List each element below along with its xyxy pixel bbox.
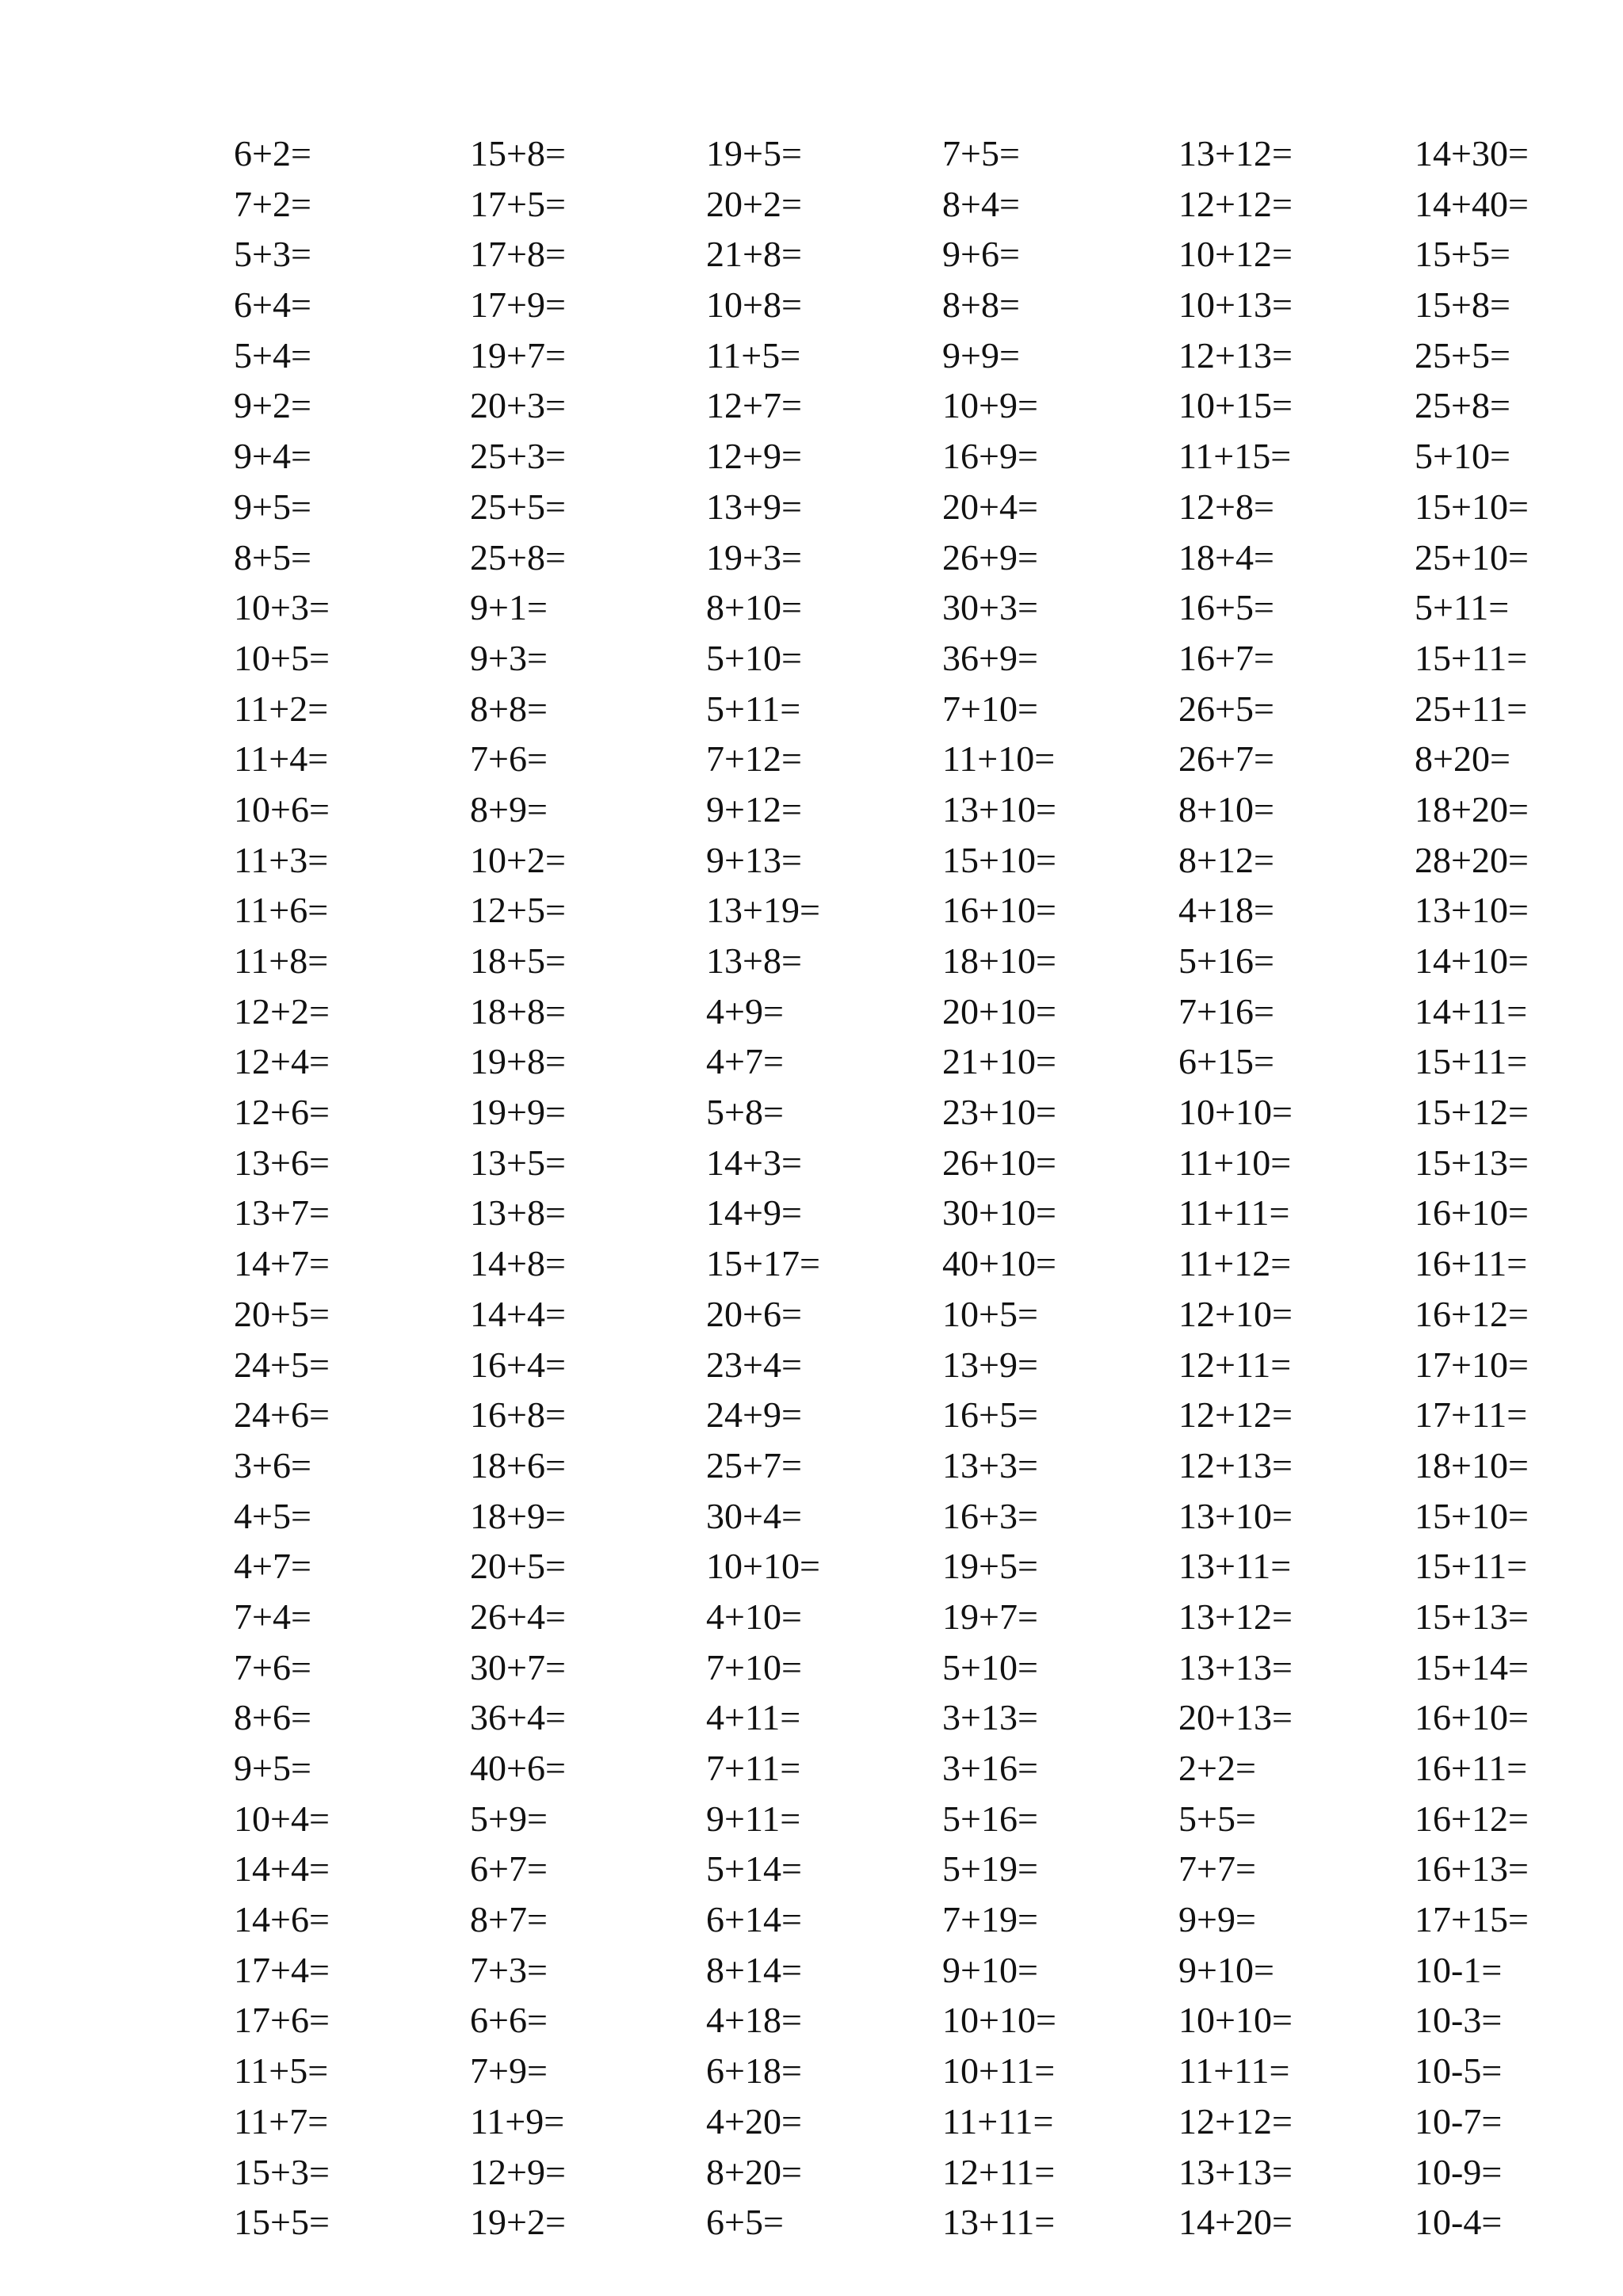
math-problem: 10+6=	[234, 788, 330, 830]
math-problem: 4+18=	[1178, 890, 1274, 931]
math-problem: 14+9=	[706, 1192, 802, 1234]
math-problem: 8+10=	[706, 587, 802, 628]
math-problem: 15+13=	[1415, 1596, 1529, 1637]
math-problem: 8+5=	[234, 536, 311, 578]
math-problem: 5+19=	[942, 1848, 1038, 1890]
math-problem: 7+6=	[234, 1646, 311, 1688]
math-problem: 13+7=	[234, 1192, 330, 1234]
math-problem: 19+2=	[470, 2202, 566, 2243]
math-problem: 10+5=	[942, 1293, 1038, 1334]
math-problem: 12+5=	[470, 890, 566, 931]
math-problem: 13+3=	[942, 1444, 1038, 1486]
math-problem: 5+10=	[942, 1646, 1038, 1688]
math-problem: 12+6=	[234, 1092, 330, 1133]
math-problem: 23+4=	[706, 1344, 802, 1385]
math-problem: 4+11=	[706, 1697, 801, 1738]
math-problem: 17+15=	[1415, 1899, 1529, 1940]
math-problem: 15+3=	[234, 2151, 330, 2192]
math-problem: 25+8=	[470, 536, 566, 578]
math-problem: 11+7=	[234, 2100, 329, 2142]
problem-column-4	[942, 128, 1178, 2248]
math-problem: 9+10=	[942, 1949, 1038, 1990]
math-problem: 20+10=	[942, 990, 1056, 1032]
math-problem: 12+12=	[1178, 2100, 1293, 2142]
math-problem: 13+9=	[706, 486, 802, 527]
math-problem: 6+2=	[234, 133, 311, 174]
math-problem: 14+8=	[470, 1243, 566, 1284]
math-problem: 11+5=	[234, 2050, 329, 2092]
math-problem: 40+6=	[470, 1748, 566, 1788]
math-problem: 36+4=	[470, 1697, 566, 1738]
math-problem: 14+11=	[1415, 990, 1528, 1032]
math-problem: 24+5=	[234, 1344, 330, 1385]
math-problem: 5+11=	[706, 688, 801, 729]
math-problem: 16+11=	[1415, 1243, 1528, 1284]
math-problem: 11+6=	[234, 890, 329, 931]
math-problem: 11+11=	[942, 2100, 1054, 2142]
math-problem: 9+3=	[470, 637, 548, 678]
math-problem: 12+4=	[234, 1041, 330, 1082]
math-problem: 18+20=	[1415, 788, 1529, 830]
math-problem: 16+13=	[1415, 1848, 1529, 1890]
math-problem: 15+8=	[1415, 284, 1510, 326]
math-problem: 26+10=	[942, 1142, 1056, 1183]
math-problem: 11+4=	[234, 738, 329, 780]
math-problem: 25+5=	[1415, 334, 1510, 376]
math-problem: 20+13=	[1178, 1697, 1293, 1738]
math-problem: 8+20=	[1415, 738, 1510, 780]
math-problem: 4+5=	[234, 1495, 311, 1536]
math-problem: 12+7=	[706, 385, 802, 426]
math-problem: 17+11=	[1415, 1394, 1528, 1436]
math-problem: 10+10=	[1178, 2000, 1293, 2041]
math-problem: 14+4=	[470, 1293, 566, 1334]
math-problem: 13+8=	[706, 940, 802, 981]
math-problem: 21+10=	[942, 1041, 1056, 1082]
math-problem: 9+10=	[1178, 1949, 1274, 1990]
math-problem: 14+6=	[234, 1899, 330, 1940]
math-problem: 30+4=	[706, 1495, 802, 1536]
math-problem: 13+10=	[1415, 890, 1529, 931]
math-problem: 11+10=	[1178, 1142, 1292, 1183]
math-problem: 6+18=	[706, 2050, 802, 2092]
math-problem: 5+8=	[706, 1092, 784, 1133]
math-problem: 18+10=	[942, 940, 1056, 981]
math-problem: 9+12=	[706, 788, 802, 830]
math-problem: 16+5=	[942, 1394, 1038, 1436]
math-problem: 10+5=	[234, 637, 330, 678]
math-problem: 10-7=	[1415, 2100, 1503, 2142]
math-problem: 7+7=	[1178, 1848, 1256, 1890]
math-problem: 10-9=	[1415, 2151, 1503, 2192]
math-problem: 18+8=	[470, 990, 566, 1032]
math-problem: 12+11=	[942, 2151, 1056, 2192]
math-problem: 15+11=	[1415, 1546, 1528, 1587]
math-problem: 9+5=	[234, 1748, 311, 1788]
math-problem: 13+12=	[1178, 1596, 1293, 1637]
math-problem: 10+8=	[706, 284, 802, 326]
math-problem: 10+4=	[234, 1798, 330, 1839]
math-problem: 7+19=	[942, 1899, 1038, 1940]
math-problem: 25+10=	[1415, 536, 1529, 578]
math-problem: 12+10=	[1178, 1293, 1293, 1334]
math-problem: 26+7=	[1178, 738, 1274, 780]
math-problem: 26+9=	[942, 536, 1038, 578]
math-problem: 13+9=	[942, 1344, 1038, 1385]
math-problem: 16+11=	[1415, 1748, 1528, 1788]
math-problem: 25+3=	[470, 436, 566, 477]
math-problem: 8+7=	[470, 1899, 548, 1940]
math-problem: 10+13=	[1178, 284, 1293, 326]
math-problem: 10+10=	[1178, 1092, 1293, 1133]
math-problem: 16+10=	[1415, 1192, 1529, 1234]
math-problem: 17+4=	[234, 1949, 330, 1990]
math-problem: 10+10=	[942, 2000, 1056, 2041]
math-problem: 11+8=	[234, 940, 329, 981]
problem-column-5	[1178, 128, 1415, 2248]
math-problem: 16+4=	[470, 1344, 566, 1385]
math-problem: 16+9=	[942, 436, 1038, 477]
math-problem: 2+2=	[1178, 1748, 1256, 1788]
math-problem: 13+12=	[1178, 133, 1293, 174]
math-problem: 15+8=	[470, 133, 566, 174]
math-problem: 19+7=	[470, 334, 566, 376]
math-problem: 15+10=	[1415, 1495, 1529, 1536]
math-problem: 9+9=	[942, 334, 1020, 376]
math-problem: 4+20=	[706, 2100, 802, 2142]
math-problem: 6+6=	[470, 2000, 548, 2041]
math-problem: 12+12=	[1178, 183, 1293, 224]
math-problem: 15+11=	[1415, 1041, 1528, 1082]
math-problem: 10+10=	[706, 1546, 820, 1587]
math-problem: 25+7=	[706, 1444, 802, 1486]
math-problem: 5+10=	[1415, 436, 1510, 477]
math-problem: 8+10=	[1178, 788, 1274, 830]
math-problem: 11+15=	[1178, 436, 1292, 477]
math-problem: 3+6=	[234, 1444, 311, 1486]
math-problem: 11+10=	[942, 738, 1056, 780]
math-problem: 4+10=	[706, 1596, 802, 1637]
math-problem: 24+9=	[706, 1394, 802, 1436]
math-problem: 10+12=	[1178, 234, 1293, 275]
math-problem: 6+15=	[1178, 1041, 1274, 1082]
math-problem: 19+5=	[942, 1546, 1038, 1587]
math-problem: 17+10=	[1415, 1344, 1529, 1385]
math-problem: 16+7=	[1178, 637, 1274, 678]
math-problem: 5+9=	[470, 1798, 548, 1839]
math-problem: 4+9=	[706, 990, 784, 1032]
math-problem: 12+11=	[1178, 1344, 1292, 1385]
problem-column-6	[1415, 128, 1623, 2248]
math-problem: 14+7=	[234, 1243, 330, 1284]
math-problem: 26+4=	[470, 1596, 566, 1637]
math-problem: 6+4=	[234, 284, 311, 326]
math-problem: 5+14=	[706, 1848, 802, 1890]
math-problem: 15+10=	[942, 839, 1056, 880]
math-problem: 9+4=	[234, 436, 311, 477]
math-problem: 13+10=	[942, 788, 1056, 830]
math-problem: 16+10=	[1415, 1697, 1529, 1738]
math-problem: 13+13=	[1178, 1646, 1293, 1688]
math-problem: 16+8=	[470, 1394, 566, 1436]
math-problem: 9+6=	[942, 234, 1020, 275]
math-problem: 3+16=	[942, 1748, 1038, 1788]
math-problem: 14+10=	[1415, 940, 1529, 981]
math-problem: 17+6=	[234, 2000, 330, 2041]
math-problem: 18+4=	[1178, 536, 1274, 578]
math-problem: 12+8=	[1178, 486, 1274, 527]
math-problem: 10+2=	[470, 839, 566, 880]
math-problem: 36+9=	[942, 637, 1038, 678]
math-problem: 18+10=	[1415, 1444, 1529, 1486]
problem-column-3	[706, 128, 942, 2248]
math-problem: 10+15=	[1178, 385, 1293, 426]
math-problem: 11+9=	[470, 2100, 565, 2142]
math-problem: 10-5=	[1415, 2050, 1503, 2092]
math-problem: 5+5=	[1178, 1798, 1256, 1839]
math-problem: 4+18=	[706, 2000, 802, 2041]
math-problem: 12+12=	[1178, 1394, 1293, 1436]
math-problem: 11+2=	[234, 688, 329, 729]
math-problem: 12+13=	[1178, 334, 1293, 376]
math-problem: 4+7=	[706, 1041, 784, 1082]
math-problem: 15+11=	[1415, 637, 1528, 678]
math-problem: 20+3=	[470, 385, 566, 426]
math-problem: 6+5=	[706, 2202, 784, 2243]
math-problem: 15+13=	[1415, 1142, 1529, 1183]
math-problem: 5+3=	[234, 234, 311, 275]
math-problem: 20+4=	[942, 486, 1038, 527]
math-problem: 19+7=	[942, 1596, 1038, 1637]
math-problem: 9+13=	[706, 839, 802, 880]
math-problem: 7+6=	[470, 738, 548, 780]
math-problem: 12+2=	[234, 990, 330, 1032]
math-problem: 7+3=	[470, 1949, 548, 1990]
math-problem: 7+2=	[234, 183, 311, 224]
math-problem: 15+5=	[1415, 234, 1510, 275]
math-problem: 7+10=	[706, 1646, 802, 1688]
math-problem: 20+5=	[234, 1293, 330, 1334]
math-problem: 25+11=	[1415, 688, 1528, 729]
math-problem: 5+16=	[942, 1798, 1038, 1839]
math-problem: 8+8=	[470, 688, 548, 729]
problem-column-1	[234, 128, 470, 2248]
math-problem: 19+3=	[706, 536, 802, 578]
math-problem: 20+2=	[706, 183, 802, 224]
math-problem: 11+12=	[1178, 1243, 1292, 1284]
math-problem: 12+9=	[706, 436, 802, 477]
math-problem: 13+5=	[470, 1142, 566, 1183]
math-problem: 18+6=	[470, 1444, 566, 1486]
math-problem: 12+13=	[1178, 1444, 1293, 1486]
math-problem: 12+9=	[470, 2151, 566, 2192]
math-problem: 4+7=	[234, 1546, 311, 1587]
math-problem: 30+3=	[942, 587, 1038, 628]
math-problem: 20+5=	[470, 1546, 566, 1587]
math-problem: 30+10=	[942, 1192, 1056, 1234]
math-problem: 19+9=	[470, 1092, 566, 1133]
math-problem: 21+8=	[706, 234, 802, 275]
math-problem: 8+6=	[234, 1697, 311, 1738]
math-problem: 16+3=	[942, 1495, 1038, 1536]
math-problem: 24+6=	[234, 1394, 330, 1436]
math-problem: 11+11=	[1178, 1192, 1290, 1234]
math-problem: 10+3=	[234, 587, 330, 628]
math-problem: 13+11=	[942, 2202, 1056, 2243]
math-problem: 14+4=	[234, 1848, 330, 1890]
math-problem: 28+20=	[1415, 839, 1529, 880]
math-problem: 15+5=	[234, 2202, 330, 2243]
math-problem: 19+8=	[470, 1041, 566, 1082]
math-problem: 14+20=	[1178, 2202, 1293, 2243]
math-problem: 13+13=	[1178, 2151, 1293, 2192]
math-problem: 16+5=	[1178, 587, 1274, 628]
math-problem: 13+8=	[470, 1192, 566, 1234]
math-problem: 11+11=	[1178, 2050, 1290, 2092]
math-problem: 23+10=	[942, 1092, 1056, 1133]
math-problem: 16+12=	[1415, 1293, 1529, 1334]
math-problem: 7+9=	[470, 2050, 548, 2092]
math-problem: 3+13=	[942, 1697, 1038, 1738]
math-problem: 10-1=	[1415, 1949, 1503, 1990]
math-problem: 7+12=	[706, 738, 802, 780]
math-problem: 5+11=	[1415, 587, 1510, 628]
math-problem: 16+10=	[942, 890, 1056, 931]
math-problem: 14+3=	[706, 1142, 802, 1183]
math-problem: 10-3=	[1415, 2000, 1503, 2041]
math-problem: 10-4=	[1415, 2202, 1503, 2243]
math-problem: 8+4=	[942, 183, 1020, 224]
math-problem: 6+14=	[706, 1899, 802, 1940]
math-problem: 7+4=	[234, 1596, 311, 1637]
math-problem: 11+5=	[706, 334, 801, 376]
math-problem: 8+20=	[706, 2151, 802, 2192]
math-problem: 9+9=	[1178, 1899, 1256, 1940]
math-problem: 8+8=	[942, 284, 1020, 326]
math-problem: 7+5=	[942, 133, 1020, 174]
math-problem: 7+16=	[1178, 990, 1274, 1032]
problem-grid	[234, 128, 1623, 2248]
math-problem: 40+10=	[942, 1243, 1056, 1284]
math-problem: 17+8=	[470, 234, 566, 275]
math-problem: 15+10=	[1415, 486, 1529, 527]
math-problem: 14+40=	[1415, 183, 1529, 224]
math-problem: 18+9=	[470, 1495, 566, 1536]
math-problem: 5+4=	[234, 334, 311, 376]
math-problem: 8+9=	[470, 788, 548, 830]
math-problem: 10+11=	[942, 2050, 1056, 2092]
math-problem: 19+5=	[706, 133, 802, 174]
math-problem: 17+9=	[470, 284, 566, 326]
math-problem: 9+11=	[706, 1798, 801, 1839]
math-problem: 7+10=	[942, 688, 1038, 729]
math-problem: 9+5=	[234, 486, 311, 527]
math-problem: 6+7=	[470, 1848, 548, 1890]
math-problem: 8+12=	[1178, 839, 1274, 880]
math-problem: 16+12=	[1415, 1798, 1529, 1839]
math-problem: 20+6=	[706, 1293, 802, 1334]
math-problem: 15+14=	[1415, 1646, 1529, 1688]
math-problem: 14+30=	[1415, 133, 1529, 174]
math-problem: 8+14=	[706, 1949, 802, 1990]
math-problem: 25+8=	[1415, 385, 1510, 426]
problem-column-2	[470, 128, 706, 2248]
math-problem: 9+1=	[470, 587, 548, 628]
math-problem: 26+5=	[1178, 688, 1274, 729]
math-problem: 18+5=	[470, 940, 566, 981]
math-problem: 13+10=	[1178, 1495, 1293, 1536]
math-problem: 13+6=	[234, 1142, 330, 1183]
math-problem: 25+5=	[470, 486, 566, 527]
math-problem: 5+10=	[706, 637, 802, 678]
math-problem: 17+5=	[470, 183, 566, 224]
math-problem: 11+3=	[234, 839, 329, 880]
math-problem: 5+16=	[1178, 940, 1274, 981]
math-problem: 10+9=	[942, 385, 1038, 426]
math-problem: 15+12=	[1415, 1092, 1529, 1133]
math-problem: 30+7=	[470, 1646, 566, 1688]
math-problem: 7+11=	[706, 1748, 801, 1788]
math-problem: 15+17=	[706, 1243, 820, 1284]
math-problem: 13+11=	[1178, 1546, 1292, 1587]
math-problem: 9+2=	[234, 385, 311, 426]
math-problem: 13+19=	[706, 890, 820, 931]
